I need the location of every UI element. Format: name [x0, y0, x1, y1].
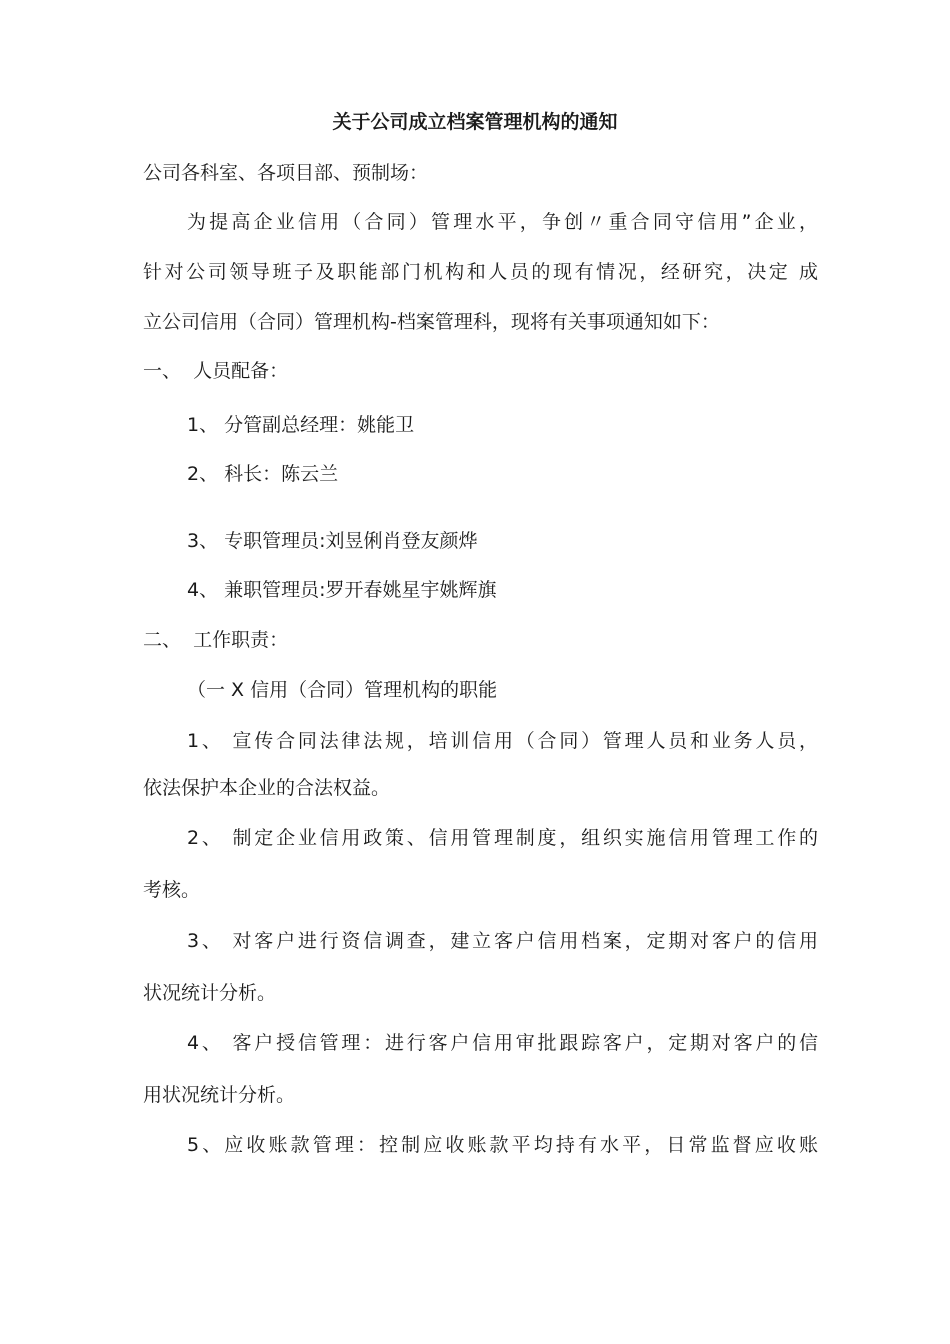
duty-3-line-1: 3、 对客户进行资信调查，建立客户信用档案，定期对客户的信用	[187, 930, 818, 952]
staff-item-3: 3、 专职管理员:刘昱俐肖登友颜烨	[187, 530, 478, 552]
salutation: 公司各科室、各项目部、预制场：	[143, 162, 429, 184]
section2-heading: 二、 工作职责：	[143, 629, 289, 651]
staff-item-4: 4、 兼职管理员:罗开春姚星宇姚辉旗	[187, 579, 497, 601]
duty-4-line-1: 4、 客户授信管理：进行客户信用审批跟踪客户，定期对客户的信	[187, 1032, 818, 1054]
duty-2-line-2: 考核。	[143, 879, 201, 901]
duty-1-line-2: 依法保护本企业的合法权益。	[143, 777, 391, 799]
duty-3-line-2: 状况统计分析。	[143, 982, 277, 1004]
document-title: 关于公司成立档案管理机构的通知	[332, 111, 618, 133]
duty-1-line-1: 1、 宣传合同法律法规，培训信用（合同）管理人员和业务人员，	[187, 730, 818, 752]
intro-line-2: 针对公司领导班子及职能部门机构和人员的现有情况，经研究，决定 成	[143, 261, 818, 283]
staff-item-1: 1、 分管副总经理：姚能卫	[187, 414, 415, 436]
section1-heading: 一、 人员配备：	[143, 360, 289, 382]
duty-5-line-1: 5、应收账款管理：控制应收账款平均持有水平，日常监督应收账	[187, 1134, 818, 1156]
intro-line-3: 立公司信用（合同）管理机构-档案管理科，现将有关事项通知如下：	[143, 311, 720, 333]
duty-4-line-2: 用状况统计分析。	[143, 1084, 296, 1106]
duty-2-line-1: 2、 制定企业信用政策、信用管理制度，组织实施信用管理工作的	[187, 827, 818, 849]
section2-subheading: （一 X 信用（合同）管理机构的职能	[187, 679, 498, 701]
intro-line-1: 为提高企业信用（合同）管理水平，争创〃重合同守信用”企业，	[187, 211, 818, 233]
staff-item-2: 2、 科长：陈云兰	[187, 463, 339, 485]
